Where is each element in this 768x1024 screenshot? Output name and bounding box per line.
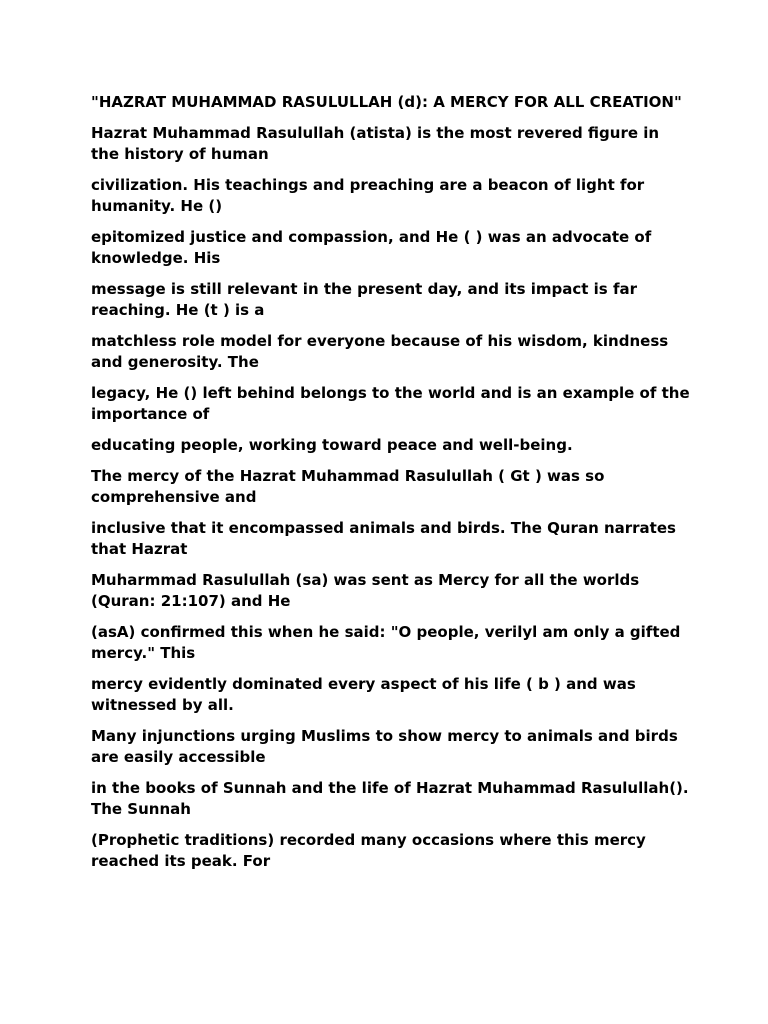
paragraph: legacy, He () left behind belongs to the world and is an example of the importance of [91, 384, 690, 423]
paragraph: (Prophetic traditions) recorded many occasions where this mercy reached its peak. For [91, 831, 646, 870]
paragraph: educating people, working toward peace and well-being. [91, 436, 573, 454]
paragraph: Hazrat Muhammad Rasulullah (atista) is the most revered figure in the history of human [91, 124, 660, 163]
paragraph: The mercy of the Hazrat Muhammad Rasulullah ( Gt ) was so comprehensive and [91, 467, 605, 506]
paragraph: inclusive that it encompassed animals and birds. The Quran narrates that Hazrat [91, 519, 676, 558]
paragraph: civilization. His teachings and preaching are a beacon of light for humanity. He () [91, 176, 645, 215]
document-page [91, 92, 691, 882]
paragraph: epitomized justice and compassion, and He ( ) was an advocate of knowledge. His [91, 228, 652, 267]
paragraph: message is still relevant in the present day, and its impact is far reaching. He (t ) is a [91, 280, 637, 319]
paragraph: matchless role model for everyone because of his wisdom, kindness and generosity. The [91, 332, 669, 371]
paragraph: Many injunctions urging Muslims to show mercy to animals and birds are easily accessible [91, 727, 678, 766]
paragraph: in the books of Sunnah and the life of Hazrat Muhammad Rasulullah(). The Sunnah [91, 779, 689, 818]
paragraph: mercy evidently dominated every aspect of his life ( b ) and was witnessed by all. [91, 675, 636, 714]
paragraph: Muharmmad Rasulullah (sa) was sent as Mercy for all the worlds (Quran: 21:107) and He [91, 571, 640, 610]
paragraph: (asA) confirmed this when he said: "O people, verilyl am only a gifted mercy." This [91, 623, 681, 662]
document-title: "HAZRAT MUHAMMAD RASULULLAH (d): A MERCY FOR ALL CREATION" [91, 93, 682, 111]
